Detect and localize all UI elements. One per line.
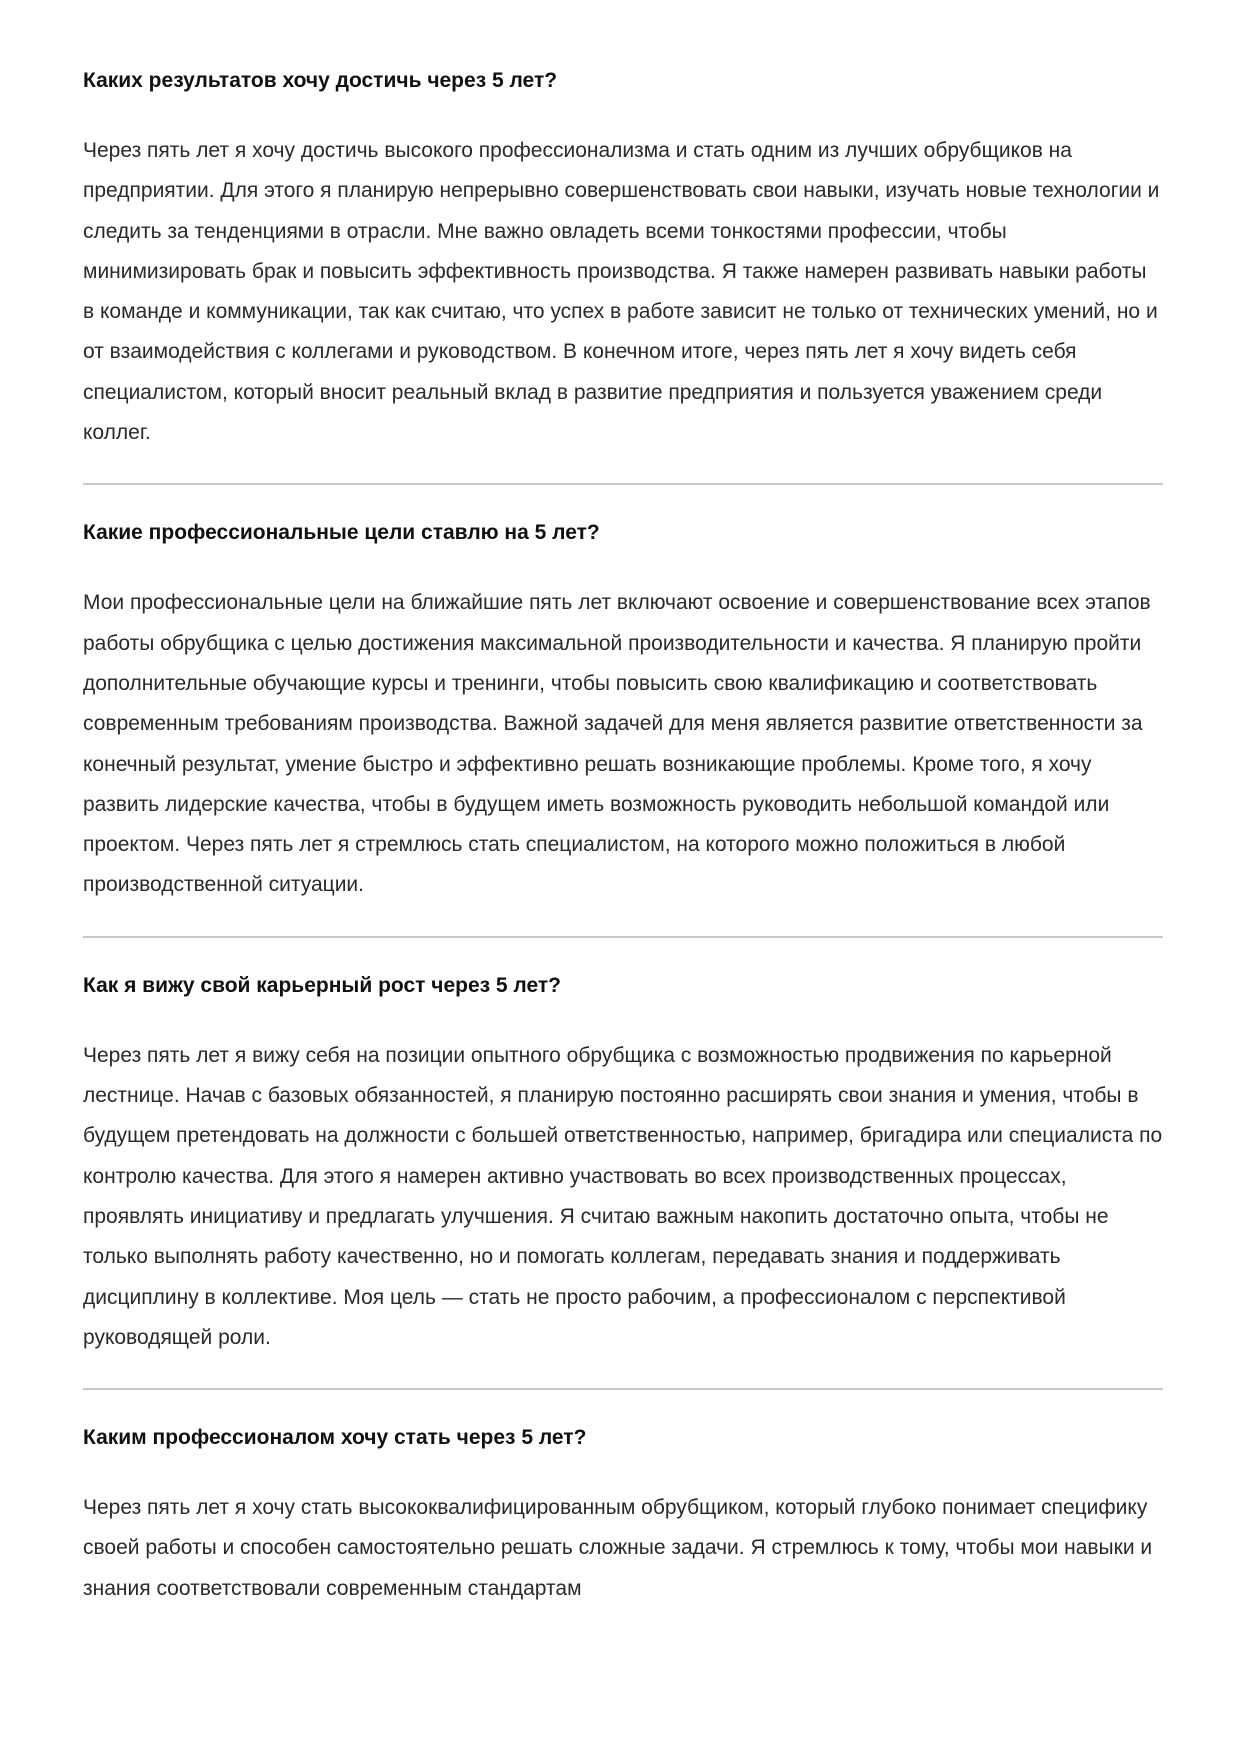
section-professional: [83, 1390, 1163, 1609]
document: [83, 0, 1163, 1609]
section-goals: [83, 485, 1163, 937]
section-paragraph: Через пять лет я вижу себя на позиции опытного обрубщика с возможностью продвижения по карьерной лестнице. Начав с базовых обязанностей, я планирую постоянно расширять свои знания и умения, чтобы в будущем претендовать на должности с большей ответственностью, например, бригадира или специалиста по контролю качества. Для этого я намерен активно участвовать во всех производственных процессах, проявлять инициативу и предлагать улучшения. Я считаю важным накопить достаточно опыта, чтобы не только выполнять работу качественно, но и помогать коллегам, передавать знания и поддерживать дисциплину в коллективе. Моя цель — стать не просто рабочим, а профессионалом с перспективой руководящей роли.: [83, 1043, 1163, 1349]
section-heading: Каким профессионалом хочу стать через 5 лет?: [83, 1426, 587, 1450]
section-heading: Как я вижу свой карьерный рост через 5 лет?: [83, 973, 562, 997]
section-results: [83, 0, 1163, 485]
section-paragraph: Мои профессиональные цели на ближайшие пять лет включают освоение и совершенствование всех этапов работы обрубщика с целью достижения максимальной производительности и качества. Я планирую пройти дополнительные обучающие курсы и тренинги, чтобы повысить свою квалификацию и соответствовать современным требованиям производства. Важной задачей для меня является развитие ответственности за конечный результат, умение быстро и эффективно решать возникающие проблемы. Кроме того, я хочу развить лидерские качества, чтобы в будущем иметь возможность руководить небольшой командой или проектом. Через пять лет я стремлюсь стать специалистом, на которого можно положиться в любой производственной ситуации.: [83, 591, 1151, 897]
section-heading: Какие профессиональные цели ставлю на 5 лет?: [83, 521, 600, 545]
section-heading: Каких результатов хочу достичь через 5 лет?: [83, 69, 558, 92]
section-paragraph: Через пять лет я хочу достичь высокого профессионализма и стать одним из лучших обрубщиков на предприятии. Для этого я планирую непрерывно совершенствовать свои навыки, изучать новые технологии и следить за тенденциями в отрасли. Мне важно овладеть всеми тонкостями профессии, чтобы минимизировать брак и повысить эффективность производства. Я также намерен развивать навыки работы в команде и коммуникации, так как считаю, что успех в работе зависит не только от технических умений, но и от взаимодействия с коллегами и руководством. В конечном итоге, через пять лет я хочу видеть себя специалистом, который вносит реальный вклад в развитие предприятия и пользуется уважением среди коллег.: [83, 139, 1160, 445]
section-career-growth: [83, 938, 1163, 1390]
section-paragraph: Через пять лет я хочу стать высококвалифицированным обрубщиком, который глубоко понимает специфику своей работы и способен самостоятельно решать сложные задачи. Я стремлюсь к тому, чтобы мои навыки и знания соответствовали современным стандартам: [83, 1496, 1153, 1600]
